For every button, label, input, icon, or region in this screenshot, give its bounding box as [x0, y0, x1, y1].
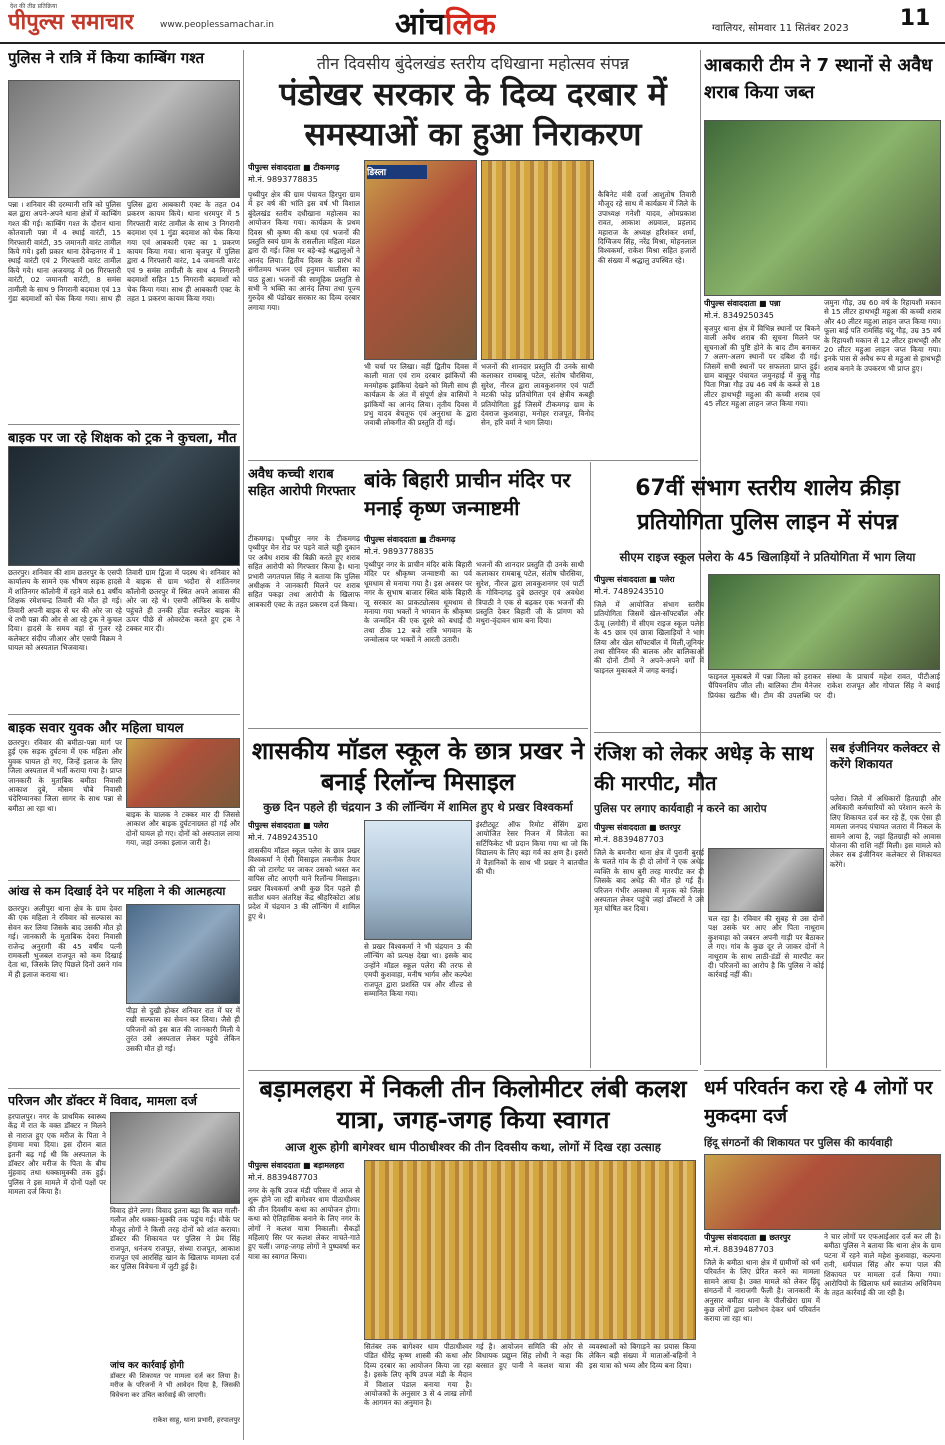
photo-missile — [364, 820, 472, 940]
divider — [248, 728, 588, 729]
section-title-part-a: आंच — [395, 7, 445, 42]
page-number: 11 — [899, 6, 931, 31]
sub-rangish: पुलिस पर लगाए कार्यवाही न करने का आरोप — [594, 803, 767, 815]
byline-banke: पीपुल्स संवाददाता ■ टीकमगढ़ — [364, 535, 456, 544]
body-abkari: बृजपुर थाना क्षेत्र में विभिन्न स्थानों पर बिकने वाली अवैध शराब की सूचना मिलने पर सूचनाओं की पुष्टि होने के बाद टीम बनाकर 7 अलग-अलग स्थानों पर दबिश दी गई। जिसमें सभी स्थानों पर सफलता प्राप्त हुई। ग्राम बाबूपुर पंचायत जमुनहाई में कुन्नु गौड़ पिता गिन्ना गौड़ उम्र 46 वर्ष के कब्जे से 18 लीटर हाथभट्टी महुआ की कच्ची शराब एवं 45 लीटर महुआ लाहन जप्त किया गया। — [704, 324, 820, 409]
divider — [8, 880, 240, 881]
note-doctor: डॉक्टर की शिकायत पर मामला दर्ज कर लिया है। मरीज के परिजनों ने भी आवेदन दिया है, जिसकी विवेचना कर उचित कार्रवाई की जाएगी। — [110, 1372, 240, 1399]
body-kalash-2: सितंबर तक बागेश्वर धाम पीठाधीश्वर पंडित धीरेंद्र कृष्ण शास्त्री की कथा और दिव्य दरबार का आयोजन किया जा रहा है। इसके लिए कृषि उपज मंडी के मैदान में विशाल पंडाल बनाया गया है। आयोजकों के अनुसार 3 से 4 लाख लोगों के आगमन का अनुमान है। — [364, 1342, 472, 1408]
body-rangish-2: चल रहा है। रविवार की सुबह से उस दोनों पक्ष उसके घर आए और पिता नाथूराम कुशवाहा को जबरन अपनी गाड़ी पर बैठाकर ले गए। गांव के कुछ दूर ले जाकर दोनों ने नाथूराम के साथ लाठी-डंडों से मारपीट कर दी। परिजनों का आरोप है कि पुलिस ने कोई कार्रवाई नहीं की। — [708, 914, 824, 980]
headline-sports[interactable]: 67वीं संभाग स्तरीय शालेय क्रीड़ा प्रतियोगिता पुलिस लाइन में संपन्न — [635, 476, 900, 535]
mobile-abkari: मो.नं. 8349250345 — [704, 311, 774, 320]
photo-dhakhana — [364, 160, 477, 360]
body-teacher: छतरपुर। शनिवार की शाम छतरपुर के एसपी कार्यालय के सामने एक भीषण सड़क हादसे में शांतिनगर कॉलोनी में रहने वाले 61 वर्षीय शिक्षक रमेशचन्द्र तिवारी की मौत हो गई। तिवारी अपनी बाइक से घर की ओर जा रहे थे तभी पन्ना की ओर से आ रहे ट्रक ने कुचल दिया। हादसे के समय वहां से गुजर रहे कलेक्टर संदीप जीआर और एसपी विक्रम ने घायल को अस्पताल भिजवाया। — [8, 568, 122, 653]
masthead — [0, 0, 945, 44]
sub-sports: सीएम राइज स्कूल पलेरा के 45 खिलाड़ियों ने प्रतियोगिता में भाग लिया — [619, 550, 916, 564]
headline-dharm[interactable]: धर्म परिवर्तन करा रहे 4 लोगों पर मुकदमा दर्ज — [704, 1077, 933, 1127]
headline-suicide[interactable]: आंख से कम दिखाई देने पर महिला ने की आत्महत्या — [8, 884, 226, 898]
mobile-dharm: मो.नं. 8839487703 — [704, 1245, 774, 1254]
photo-suicide — [126, 904, 240, 1004]
note-head-doctor: जांच कर कार्रवाई होगी — [110, 1361, 184, 1371]
body-missile-2: इंस्टीट्यूट ऑफ रिमोट सेंसिंग द्वारा आयोजित रेसर निजन में विजेता का सर्टिफिकेट भी प्रदान किया गया था जो कि विद्यालय के लिए बड़ा गर्व का क्षण है। इसरो में वैज्ञानिकों के साथ भी प्रखर ने बातचीत की थी। — [476, 820, 588, 877]
body-dharm-2: ने चार लोगों पर एफआईआर दर्ज कर ली है। बमीठा पुलिस ने बताया कि थाना क्षेत्र के ग्राम पटना में रहने वाले महेश कुशवाहा, कल्पना रानी, धर्मपाल सिंह और रूपा पाल की शिकायत पर मामला दर्ज किया गया। आरोपियों के खिलाफ धर्म स्वातंत्र्य अधिनियम के तहत कार्रवाई की जा रही है। — [824, 1232, 941, 1298]
body-suicide-2: पीड़ा से दुखी होकर शनिवार रात में घर में रखी सल्फास का सेवन कर लिया। जैसे ही परिजनों को इस बात की जानकारी मिली वे तुरंत उसे अस्पताल लेकर पहुंचे लेकिन उसकी मौत हो गई। — [126, 1006, 240, 1053]
body-sports-2: फाइनल मुकाबले में पन्ना जिला को हराकर चैंपियनशिप जीत ली। बालिका टीम मैनेजर प्रियंका खटीक थी। टीम की उपलब्धि पर संस्था के प्राचार्य महेश रावत, पीटीआई राकेश राजपूत और गोपाल सिंह ने बधाई दी। — [708, 672, 940, 700]
sub-missile: कुछ दिन पहले ही चंद्रयान 3 की लॉन्चिंग में शामिल हुए थे प्रखर विश्वकर्मा — [263, 800, 573, 814]
photo-sports — [708, 574, 940, 670]
photo-abkari — [704, 120, 941, 296]
body-dhakhana-2: भी चर्चा पर लिखा। वहीं द्वितीय दिवस में काली माता एवं राम दरबार झांकियों की मनमोहक झांकियां देखने को मिली साथ ही कार्यक्रम के अंत में संपूर्ण क्षेत्र वासियों ने झांकियों का आनंद लिया। तृतीय दिवस में प्रभु यादव बेचतूफ एवं अनुराधा के द्वारा जवाबी लोकगीत की प्रस्तुति दी गई। — [364, 362, 477, 428]
byline-dharm: पीपुल्स संवाददाता ■ छतरपुर — [704, 1233, 791, 1242]
body-dhakhana: पृथ्वीपुर क्षेत्र की ग्राम पंचायत हिरपुरा ग्राम में हर वर्ष की भांति इस वर्ष भी विशाल बुंदेलखंड स्तरीय दधीखाना महोत्सव का आयोजन किया गया। कार्यक्रम के प्रथम दिवस श्री कृष्ण की कथा एवं भजनों की प्रस्तुति स्वयं ग्राम के रासलीला महिला मंडल द्वारा दी गई। जिस पर बड़े-बड़े श्रद्धालुओं ने आनंद लिया। द्वितीय दिवस के प्रारंभ में संगीतमय भजन एवं हनुमान चालीसा का पाठ हुआ। भजनों की सामूहिक प्रस्तुति से सभी ने भक्ति का आनंद लिया तथा पूज्य गुरुदेव श्री पंडोखर सरकार का दिव्य दरबार लगाया गया। — [248, 190, 360, 312]
body-wine: टीकमगढ़। पृथ्वीपुर नगर के टीकमगढ़ पृथ्वीपुर मेन रोड पर पड़ने वाले चड्डी दुकान पर अवैध शराब की बिक्री करते हुए शराब सहित आरोपी को गिरफ्तार किया है। थाना प्रभारी जगतपाल सिंह ने बताया कि पुलिस अधीक्षक ने जानकारी मिलने पर शराब सहित पकड़ा तथा आरोपी के खिलाफ आबकारी एक्ट के तहत प्रकरण दर्ज किया। — [248, 534, 360, 609]
photo-combing — [8, 80, 240, 198]
photo-rangish — [708, 848, 824, 912]
body-kalash-3: गई है। आयोजन समिति की ओर से विधायक प्रद्युम्न सिंह लोधी ने कहा कि बरसात हुए पानी ने कलश यात्रा की व्यवस्थाओं को बिगाड़ने का प्रयास किया लेकिन बड़ी संख्या में माताओं-बहिनों ने इस यात्रा को भव्य और दिव्य बना दिया। — [476, 1342, 696, 1370]
photo-dhakhana-stage — [481, 160, 594, 360]
body-kalash: नगर के कृषि उपज मंडी परिसर में आज से शुरू होने जा रही बागेश्वर धाम पीठाधीश्वर की तीन दिवसीय कथा का आयोजन होगा। कथा को ऐतिहासिक बनाने के लिए नगर के लोगों ने कलश यात्रा निकाली। सैकड़ों महिलाएं सिर पर कलश लेकर नाचते-गाते हुए चलीं। जगह-जगह लोगों ने पुष्पवर्षा कर यात्रा का स्वागत किया। — [248, 1186, 360, 1261]
body-biker: छतरपुर। रविवार की बमीठा-पन्ना मार्ग पर हुई एक सड़क दुर्घटना में एक महिला और युवक घायल हो गए, जिन्हें इलाज के लिए जिला अस्पताल में भर्ती कराया गया है। प्राप्त जानकारी के मुताबिक बमीठा निवासी आकाश दुबे, मौसम चौबे निवासी चंदेरिय्यानका जिला सागर के साथ पन्ना से बमीठा आ रहा था। — [8, 738, 122, 813]
body-doctor: हरपालपुर। नगर के प्राथमिक स्वास्थ्य केंद्र में रात के वक्त डॉक्टर न मिलने से नाराज हुए एक मरीज के पिता ने हंगामा मचा दिया। इस दौरान बात इतनी बढ़ गई थी कि अस्पताल के डॉक्टर और मरीज के पिता के बीच मुंहवाद तथा धक्कामुक्की तक हुई। पुलिस ने इस मामले में दोनों पक्षों पर मामला दर्ज किया है। — [8, 1112, 106, 1197]
section-title — [395, 2, 496, 43]
headline-engineer[interactable]: सब इंजीनियर कलेक्टर से करेंगे शिकायत — [830, 741, 940, 771]
body-engineer: पलेरा। जिले में अधिकारों हितग्राही और अधिकारी कर्मचारियों को परेशान करने के लिए शिकायत दर्ज कर रहे हैं, एक ऐसा ही मामला जनपद पंचायत जतारा में निकल के सामने आया है, जहां हितग्राही को आवास योजना की राशि नहीं मिली। इस मामले को लेकर सब इंजीनियर कलेक्टर से शिकायत करेंगे। — [830, 794, 941, 869]
body-rangish: जिले के बमनौरा थाना क्षेत्र में पुरानी बुराई के चलते गांव के ही दो लोगों ने एक अधेड़ व्यक्ति के साथ बुरी तरह मारपीट कर दी जिसके बाद अधेड़ की मौत हो गई है। परिजन गंभीर अवस्था में मृतक को जिला अस्पताल लेकर पहुंचे जहां डॉक्टरों ने उसे मृत घोषित कर दिया। — [594, 848, 704, 914]
byline-kalash: पीपुल्स संवाददाता ■ बड़ामलहरा — [248, 1161, 345, 1170]
headline-kalash[interactable]: बड़ामलहरा में निकली तीन किलोमीटर लंबी कलश यात्रा, जगह-जगह किया स्वागत — [259, 1075, 687, 1134]
logo-tagline: देश की तीव्र प्रतिक्रिया — [10, 3, 58, 10]
photo-doctor — [110, 1112, 240, 1204]
body-suicide: छतरपुर। अलीपुरा थाना क्षेत्र के ग्राम देवरा की एक महिला ने रविवार को सल्फास का सेवन कर लिया जिसके बाद उसकी मौत हो गई। जानकारी के मुताबिक देवरा निवासी राजेन्द्र अनुरागी की 45 वर्षीय पत्नी रामकली भुजबल राजपूत को कम दिखाई देता था, जिसके लिए पिछले दिनों उसने गांव में ही इलाज कराया था। — [8, 904, 122, 979]
photo-biker — [126, 738, 240, 808]
divider — [8, 424, 240, 425]
divider — [8, 714, 240, 715]
body-teacher-2: तिवारी ग्राम द्विजा में पदस्थ थे। शनिवार को वे बाइक से ग्राम भदौरा से शांतिनगर कॉलोनी छतरपुर में स्थित अपने आवास की ओर जा रहे थे। एसपी ऑफिस के समीप पहुंचते ही उनकी होंडा स्प्लेंडर बाइक के ऊपर पीछे से ओवरटेक करते हुए ट्रक ने टक्कर मार दी। — [126, 568, 240, 634]
mobile-dhakhana: मो.नं. 9893778835 — [248, 175, 318, 184]
body-missile: शासकीय मॉडल स्कूल पलेरा के छात्र प्रखर विश्वकर्मा ने ऐसी मिसाइल तकनीक तैयार की जो टारगेट पर जाकर उसको ध्वस्त कर वापिस लौट आएगी याने रिलॉन्च मिसाइल। प्रखर विश्वकर्मा अभी कुछ दिन पहले ही सतीश धवन अंतरिक्ष केंद्र श्रीहरिकोटा आंध्र प्रदेश में चंद्रयान 3 की लॉन्चिंग में शामिल हुए थे। — [248, 846, 360, 921]
divider — [248, 1070, 698, 1071]
column-divider — [826, 738, 827, 1068]
body-dhakhana-4: कैबिनेट मंत्री दर्जा आशुतोष तिवारी मौजूद रहे साथ में कार्यक्रम में जिले के उपाध्यक्ष गनेशी यादव, ओमप्रकाश रावत, आकाश अग्रवाल, प्रहलाद महाराज के अध्यक्ष हरिशंकर शर्मा, दिग्विजय सिंह, नरेंद्र मिश्रा, मोहनलाल विश्वकर्मा, राकेश मिश्रा सहित हजारों की संख्या में श्रद्धालु उपस्थित रहे। — [598, 190, 696, 265]
body-combing: पन्ना । शनिवार की दरम्यानी रात्रि को पुलिस बल द्वारा अपने-अपने थाना क्षेत्रों में काम्बिंग गश्त की गई। काम्बिंग गश्त के दौरान थाना कोतवाली पन्ना में 4 स्थाई वारंटी, 15 गिरफ्तारी वारंटी, 35 जमानती वारंट तामील किये गये। इसी प्रकार थाना देवेन्द्रनगर में 1 स्थाई वारंटी एवं 2 गिरफ्तारी वारंट तामील किये गये। थाना अजयगढ़ में 06 गिरफ्तारी वारंटी, 02 जमानती वारंटी, 8 समंस तामीली के साथ 9 निगरानी बदमाश एवं 13 गुंडा बदमाशों को चेक किया गया। साथ ही पुलिस द्वारा आबकारी एक्ट के तहत 04 प्रकरण कायम किये। थाना धरमपुर में 5 गिरफ्तारी वारंट तामील के साथ 3 निगरानी बदमाश एवं 1 गुंडा बदमाश को चेक किया गया एवं आबकारी एक्ट का 1 प्रकरण कायम किया गया। थाना बृजपुर में पुलिस द्वारा 4 गिरफ्तारी वारंट, 14 जमानती वारंट एवं 9 समंस तामीली के साथ 4 निगरानी बदमाशों सहित 15 निगरानी बदमाशों को चेक किया गया। साथ ही आबकारी एक्ट के तहत 1 प्रकरण कायम किया गया। — [8, 200, 240, 304]
headline-wine[interactable]: अवैध कच्ची शराब सहित आरोपी गिरफ्तार — [248, 467, 356, 499]
byline-sports: पीपुल्स संवाददाता ■ पलेरा — [594, 575, 675, 584]
mobile-kalash: मो.नं. 8839487703 — [248, 1173, 318, 1182]
photo-teacher — [8, 446, 240, 566]
body-dhakhana-3: भजनों की शानदार प्रस्तुति दी उनके साथी कलाकार रामबाबू पटेल, संतोष चौरसिया, सुरेश, नीरज द्वारा लावकुशनगर एवं पार्टी मटकी फोड़ प्रतियोगिता एवं क्षेत्रीय कबड्डी प्रतियोगिता हुई जिसमें टीकमगढ़ ग्राम के देवराज कुशवाहा, मनोहर राजपूत, विनोद सेन, हरि वर्मा ने भाग लिया। — [481, 362, 594, 428]
body-abkari-2: जमुना गौड़, उम्र 60 वर्ष के रिहायशी मकान से 15 लीटर हाथभट्टी महुआ की कच्ची शराब और 40 लीटर महुआ लाहन जप्त किया गया। फूला बाई पति रामसिंह चंदू गौड़, उम्र 35 वर्ष के रिहायशी मकान से 12 लीटर हाथभट्टी और 20 लीटर महुआ लाहन जप्त किया गया। इनके पास से अवैध रूप से महुआ से हाथभट्टी शराब बनाने के उपकरण भी प्राप्त हुए। — [824, 298, 941, 373]
divider — [594, 732, 941, 733]
headline-doctor[interactable]: परिजन और डॉक्टर में विवाद, मामला दर्ज — [8, 1093, 197, 1108]
body-banke: पृथ्वीपुर नगर के प्राचीन मंदिर बांके बिहारी मंदिर पर श्रीकृष्ण जन्माष्टमी का पर्व धूमधाम से मनाया गया है। इस अवसर पर नगर के सुभाष बाजार स्थित बांके बिहारी जू सरकार का प्राकट्योत्सव धूमधाम से मनाया गया भक्तों ने भगवान के श्रीकृष्ण के जन्मदिन की एक दूसरे को बधाई दी तथा ठीक 12 बजे रात्रि भगवान के जन्मोत्सव पर भक्तों ने आरती उतारी। — [364, 560, 472, 645]
sub-kalash: आज शुरू होगी बागेश्वर धाम पीठाधीश्वर की तीन दिवसीय कथा, लोगों में दिख रहा उत्साह — [285, 1140, 661, 1154]
body-sports: जिले में आयोजित संभाग स्तरीय प्रतियोगिता जिसमें खेल-सॉफ्टबॉल और ऊँचू (लगोरी) में सीएम राइज स्कूल पलेरा के 45 छात्र एवं छात्रा खिलाड़ियों ने भाग लिया और खेल सॉफ्टबॉल में मिली,जूनियर तथा सीनियर की बालक और बालिकाओं की दोनों टीमों ने अपने-अपने वर्गों में फाइनल मुकाबले में जगह बनाई। — [594, 600, 704, 675]
sub-dharm: हिंदू संगठनों की शिकायत पर पुलिस की कार्यवाही — [704, 1137, 893, 1149]
website-url[interactable]: www.peoplessamachar.in — [160, 20, 274, 30]
photo-banner-text: डिस्ला — [367, 165, 427, 179]
note-sign-doctor: राकेश साहू, थाना प्रभारी, हरपालपुर — [152, 1416, 240, 1424]
headline-biker[interactable]: बाइक सवार युवक और महिला घायल — [8, 721, 184, 736]
body-dharm: जिले के बमीठा थाना क्षेत्र में ग्रामीणों को धर्म परिवर्तन के लिए प्रेरित करने का मामला सामने आया है। उक्त मामले को लेकर हिंदू संगठनों में नाराजगी फैली है। जानकारी के अनुसार बमीठा थाना के पीलीखेरा ग्राम में कुछ लोगों द्वारा प्रलोभन देकर धर्म परिवर्तन कराया जा रहा था। — [704, 1258, 820, 1324]
newspaper-logo: पीपुल्स समाचार — [8, 9, 134, 35]
byline-dhakhana: पीपुल्स संवाददाता ■ टीकमगढ़ — [248, 163, 340, 172]
photo-dharm — [704, 1154, 941, 1230]
dateline: ग्वालियर, सोमवार 11 सितंबर 2023 — [712, 23, 849, 34]
divider — [704, 1070, 941, 1071]
byline-rangish: पीपुल्स संवाददाता ■ छतरपुर — [594, 823, 681, 832]
section-title-part-b: लिक — [444, 7, 496, 42]
photo-kalash — [364, 1160, 696, 1340]
mobile-sports: मो.नं. 7489243510 — [594, 587, 664, 596]
headline-combing[interactable]: पुलिस ने रात्रि में किया काम्बिंग गश्त — [8, 50, 205, 67]
mobile-banke: मो.नं. 9893778835 — [364, 547, 434, 556]
headline-teacher[interactable]: बाइक पर जा रहे शिक्षक को ट्रक ने कुचला, मौत — [8, 431, 237, 446]
caption-missile: से प्रखर विश्वकर्मा ने भी चंद्रयान 3 की लॉन्चिंग को प्रत्यक्ष देखा था। इसके बाद उन्होंने मॉडल स्कूल पलेरा की तरफ से एमपी कुशवाहा, मनीष भार्गव और कल्पेश राजपूत द्वारा प्रशस्ति पत्र और शील्ड से सम्मानित किया गया। — [364, 942, 472, 999]
mobile-rangish: मो.नं. 8839487703 — [594, 835, 664, 844]
mobile-missile: मो.नं. 7489243510 — [248, 833, 318, 842]
body-biker-2: बाइक के चालक ने टक्कर मार दी जिससे आकाश और बाइक दुर्घटनाग्रस्त हो गई और दोनों घायल हो गए। दोनों को अस्पताल लाया गया, जहां उनका इलाज जारी है। — [126, 810, 240, 848]
body-doctor-2: विवाद होने लगा। विवाद इतना बढ़ा कि बात गाली-गलौज और धक्का-मुक्की तक पहुंच गई। मौके पर मौजूद लोगों ने किसी तरह दोनों को शांत कराया। डॉक्टर की शिकायत पर पुलिस ने प्रेम सिंह राजपूत, धनंजय राजपूत, संध्या राजपूत, आकाश राजपूत एवं आरसिंह खान के खिलाफ मामला दर्ज कर पुलिस विवेचना में जुटी हुई है। — [110, 1206, 240, 1272]
byline-abkari: पीपुल्स संवाददाता ■ पन्ना — [704, 299, 781, 308]
headline-dhakhana[interactable]: पंडोखर सरकार के दिव्य दरबार में समस्याओं का हुआ निराकरण — [279, 75, 667, 153]
headline-rangish[interactable]: रंजिश को लेकर अधेड़ के साथ की मारपीट, मौत — [594, 741, 814, 795]
byline-missile: पीपुल्स संवाददाता ■ पलेरा — [248, 821, 329, 830]
column-divider — [243, 50, 244, 1440]
kicker-dhakhana: तीन दिवसीय बुंदेलखंड स्तरीय दधिखाना महोत्सव संपन्न — [316, 54, 630, 73]
column-divider — [590, 462, 591, 1068]
body-banke-2: भजनों की शानदार प्रस्तुति दी उनके साथी कलाकार रामबाबू पटेल, संतोष चौरसिया, सुरेश, नीरज द्वारा लावकुशनगर एवं पार्टी के गोविन्दगढ़ दुबे छतरपुर एवं अवधेश त्रिपाठी ने एक से बढ़कर एक भजनों की प्रस्तुति देकर बिहारी जी के प्रांगण को मथुरा-वृंदावन धाम बना दिया। — [476, 560, 584, 626]
headline-missile[interactable]: शासकीय मॉडल स्कूल के छात्र प्रखर ने बनाई रिलॉन्च मिसाइल — [251, 737, 585, 796]
divider — [8, 1088, 240, 1089]
headline-banke[interactable]: बांके बिहारी प्राचीन मंदिर पर मनाई कृष्ण जन्माष्टमी — [364, 468, 571, 520]
divider — [248, 460, 698, 461]
headline-abkari[interactable]: आबकारी टीम ने 7 स्थानों से अवैध शराब किया जब्त — [704, 55, 933, 103]
